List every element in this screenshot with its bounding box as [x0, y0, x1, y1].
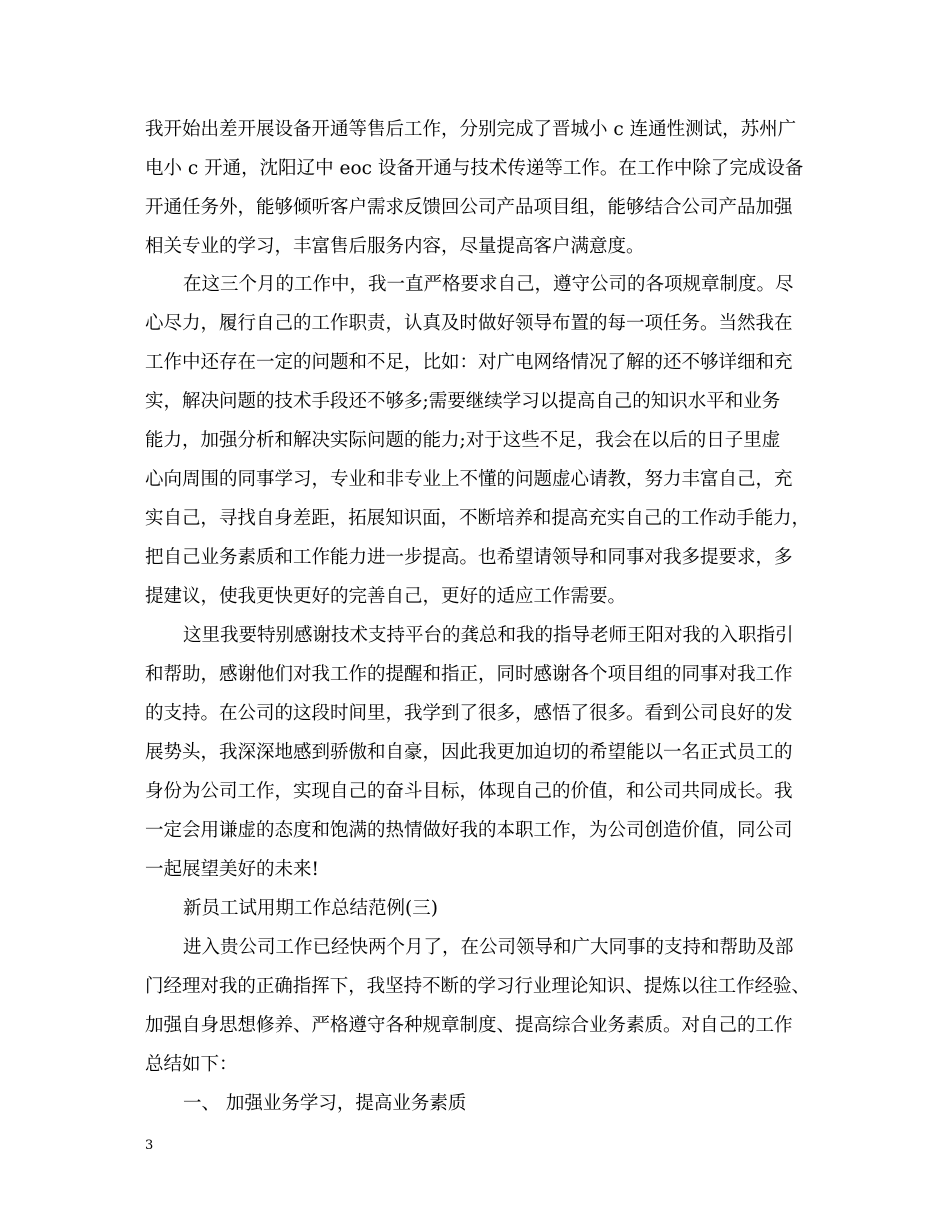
paragraph-2-line-9: 提建议，使我更快更好的完善自己，更好的适应工作需要。 — [145, 586, 627, 607]
paragraph-2-line-7: 实自己，寻找自身差距，拓展知识面，不断培养和提高充实自己的工作动手能力， — [145, 508, 811, 529]
paragraph-2-line-2: 心尽力，履行自己的工作职责，认真及时做好领导布置的每一项任务。当然我在 — [145, 313, 793, 334]
paragraph-3-line-2: 和帮助，感谢他们对我工作的提醒和指正，同时感谢各个项目组的同事对我工作 — [145, 664, 793, 685]
paragraph-3-line-5: 身份为公司工作，实现自己的奋斗目标，体现自己的价值，和公司共同成长。我 — [145, 781, 793, 802]
paragraph-2-line-4: 实，解决问题的技术手段还不够多;需要继续学习以提高自己的知识水平和业务 — [145, 391, 781, 412]
paragraph-3-line-3: 的支持。在公司的这段时间里，我学到了很多，感悟了很多。看到公司良好的发 — [145, 703, 793, 724]
paragraph-1-line-4: 相关专业的学习，丰富售后服务内容，尽量提高客户满意度。 — [145, 236, 645, 257]
paragraph-3-line-4: 展势头，我深深地感到骄傲和自豪，因此我更加迫切的希望能以一名正式员工的 — [145, 742, 793, 763]
paragraph-3-line-6: 一定会用谦虚的态度和饱满的热情做好我的本职工作，为公司创造价值，同公司 — [145, 820, 793, 841]
paragraph-2-line-3: 工作中还存在一定的问题和不足，比如：对广电网络情况了解的还不够详细和充 — [145, 352, 793, 373]
paragraph-2-line-6: 心向周围的同事学习，专业和非专业上不懂的问题虚心请教，努力丰富自己，充 — [145, 469, 793, 490]
page-number: 3 — [145, 1138, 154, 1153]
paragraph-1-line-1: 我开始出差开展设备开通等售后工作，分别完成了晋城小 c 连通性测试，苏州广 — [145, 119, 797, 140]
paragraph-5-line-1: 进入贵公司工作已经快两个月了，在公司领导和广大同事的支持和帮助及部 — [183, 937, 794, 958]
numbered-subheading: 一、 加强业务学习，提高业务素质 — [183, 1093, 467, 1114]
section-heading: 新员工试用期工作总结范例(三) — [183, 898, 438, 919]
paragraph-1-line-3: 开通任务外，能够倾听客户需求反馈回公司产品项目组，能够结合公司产品加强 — [145, 197, 793, 218]
paragraph-5-line-4: 总结如下： — [145, 1054, 238, 1075]
paragraph-5-line-2: 门经理对我的正确指挥下，我坚持不断的学习行业理论知识、提炼以往工作经验、 — [145, 976, 811, 997]
paragraph-2-line-8: 把自己业务素质和工作能力进一步提高。也希望请领导和同事对我多提要求，多 — [145, 547, 793, 568]
paragraph-1-line-2: 电小 c 开通，沈阳辽中 eoc 设备开通与技术传递等工作。在工作中除了完成设备 — [145, 158, 804, 179]
paragraph-2-line-1: 在这三个月的工作中，我一直严格要求自己，遵守公司的各项规章制度。尽 — [183, 274, 794, 295]
paragraph-3-line-1: 这里我要特别感谢技术支持平台的龚总和我的指导老师王阳对我的入职指引 — [183, 625, 794, 646]
paragraph-2-line-5: 能力，加强分析和解决实际问题的能力;对于这些不足，我会在以后的日子里虚 — [145, 430, 781, 451]
paragraph-5-line-3: 加强自身思想修养、严格遵守各种规章制度、提高综合业务素质。对自己的工作 — [145, 1015, 793, 1036]
paragraph-3-line-7: 一起展望美好的未来! — [145, 859, 319, 880]
